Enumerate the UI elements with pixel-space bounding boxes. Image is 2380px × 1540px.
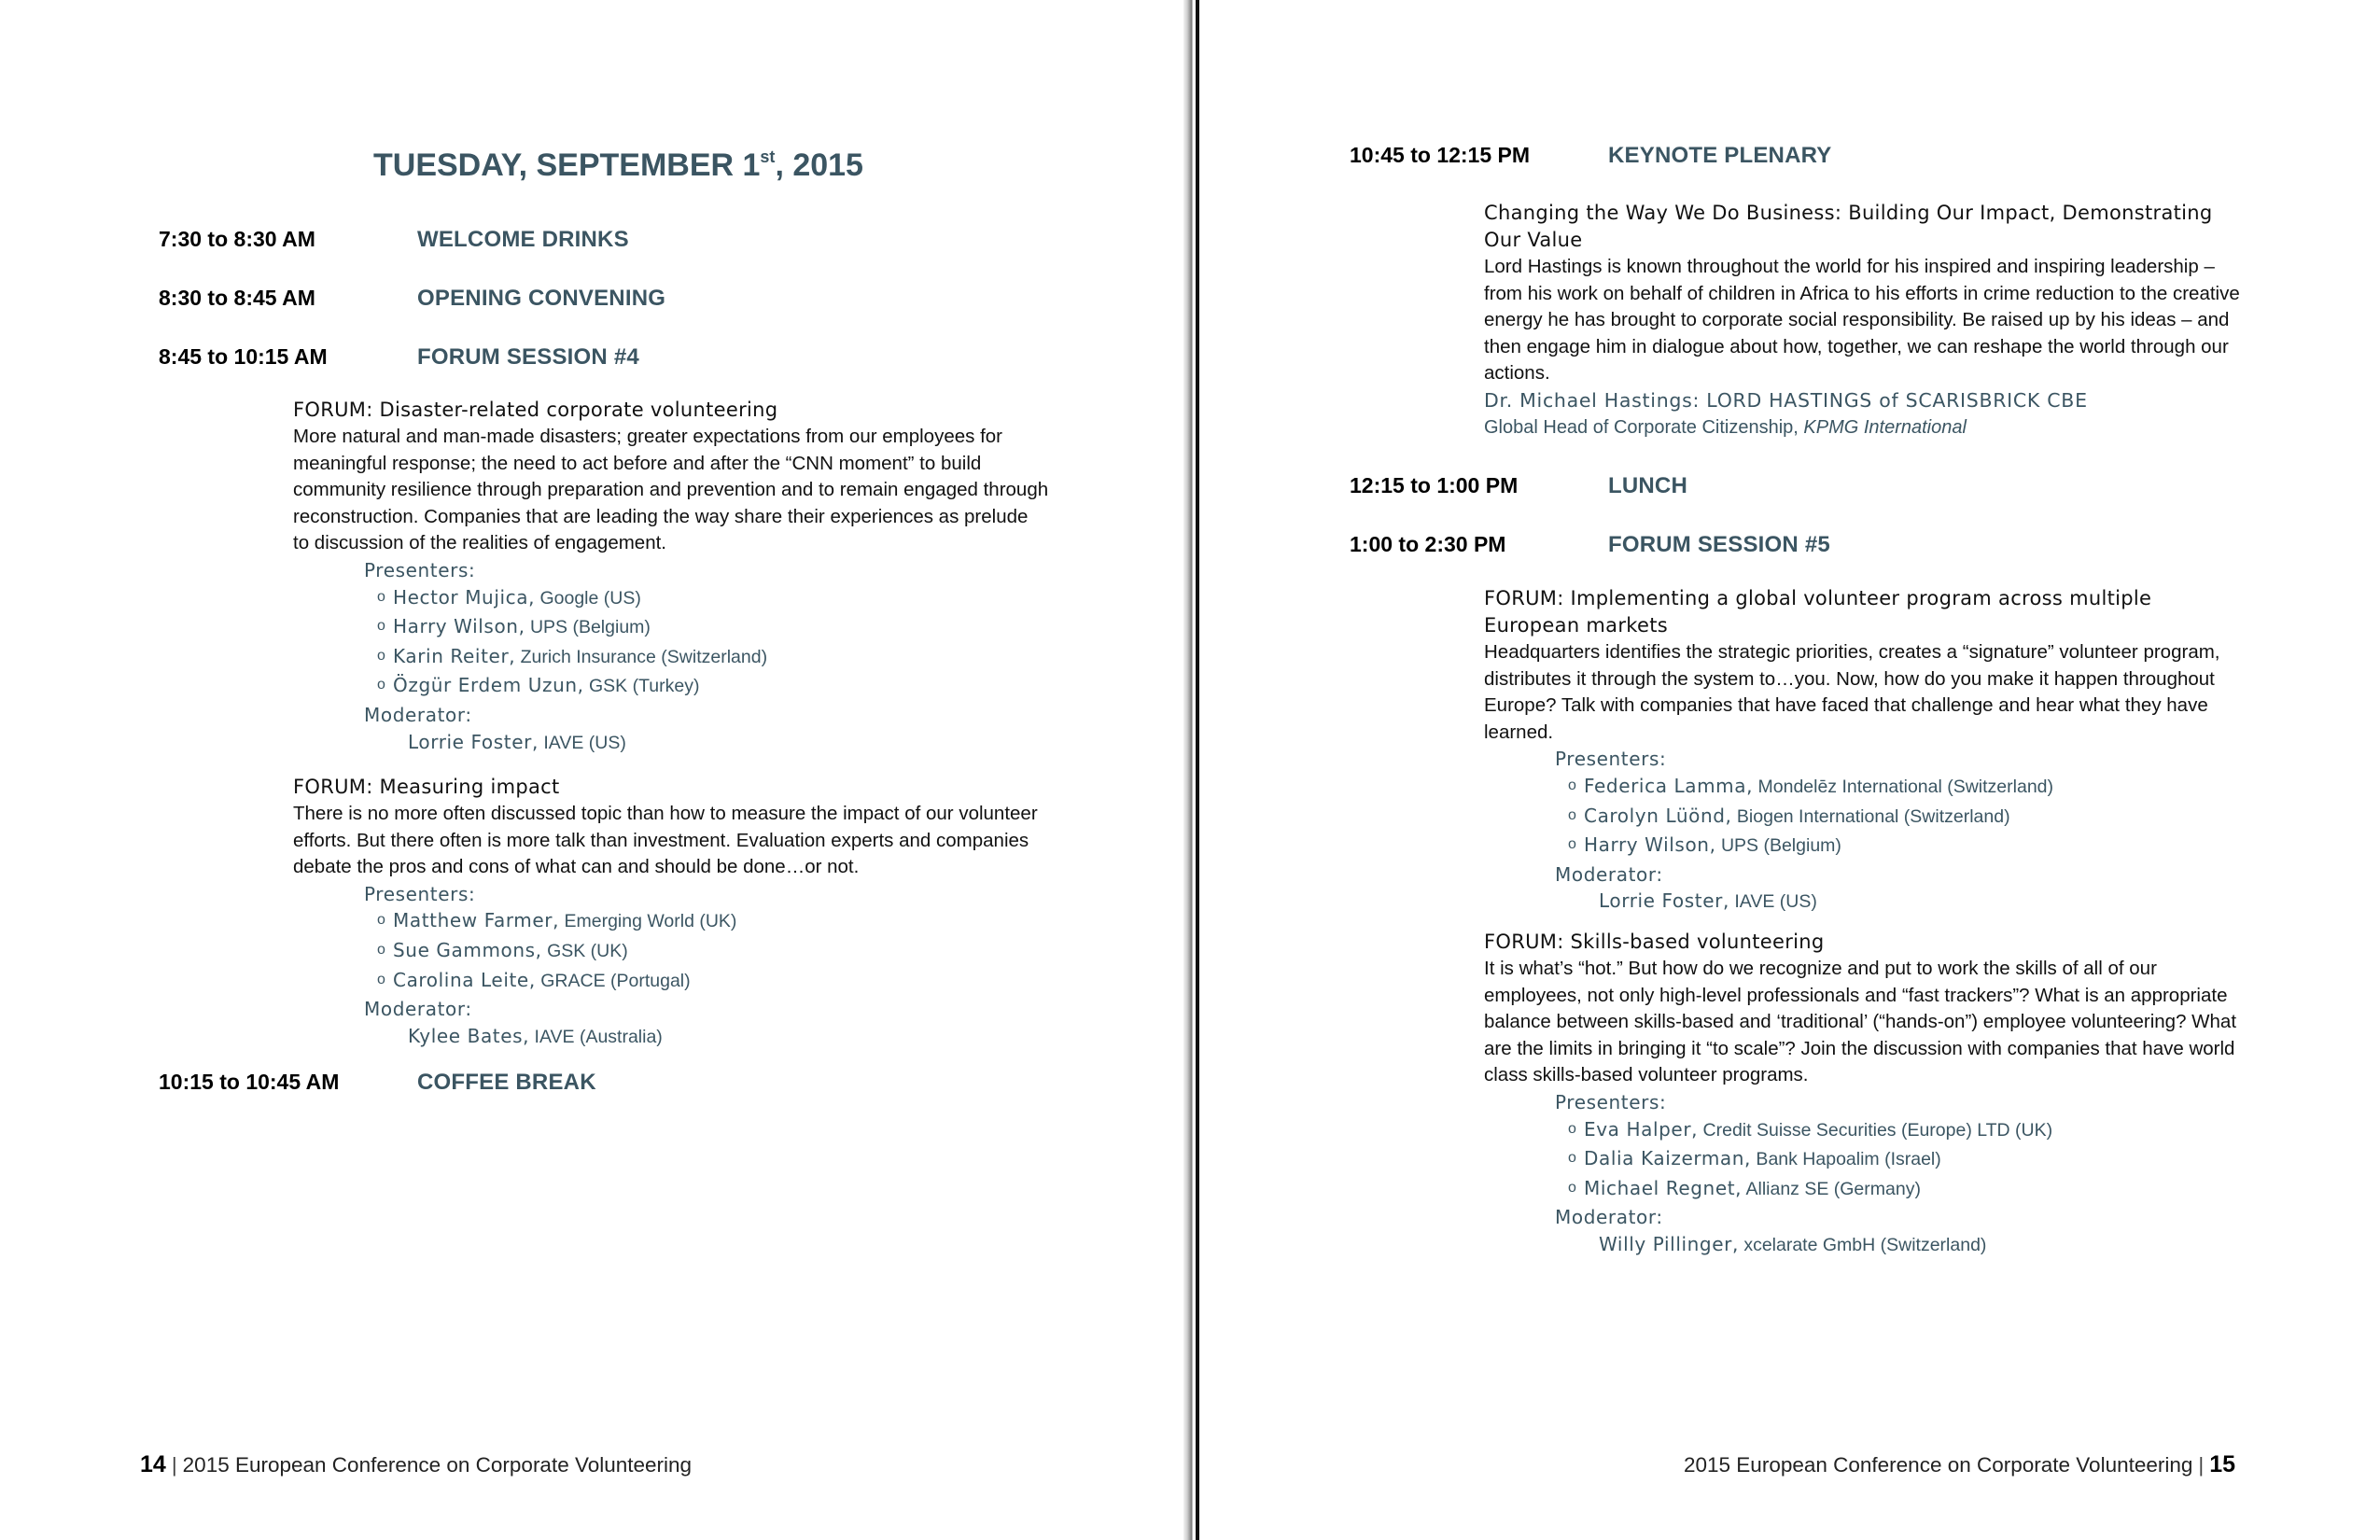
presenter-item: o Matthew Farmer, Emerging World (UK): [293, 907, 1049, 937]
presenter-item: o Sue Gammons, GSK (UK): [293, 937, 1049, 967]
bullet-icon: o: [377, 588, 385, 605]
session-title: COFFEE BREAK: [417, 1070, 596, 1095]
bullet-icon: o: [377, 677, 385, 693]
presenters-list: [293, 907, 1049, 996]
day-title: TUESDAY, SEPTEMBER 1st, 2015: [373, 147, 863, 183]
page-footer: 14 | 2015 European Conference on Corporate Volunteering: [140, 1451, 693, 1477]
keynote-block: [1484, 200, 2245, 441]
forum-description: It is what’s “hot.” But how do we recognize and put to work the skills of all of our employees, not only high-level professionals and “fast trackers”? What is an appropriate balance between skills-based and ‘traditional’ (“hands-on”) employee volunteering? What are the limits in bringing it “to scale”? Join the discussion with companies that have world class skills-based volunteer programs.: [1484, 958, 2237, 1086]
forum-block-disaster: [293, 397, 1049, 758]
bullet-icon: o: [377, 971, 385, 987]
moderator-label: Moderator:: [1555, 862, 1663, 886]
presenter-item: o Hector Mujica, Google (US): [293, 584, 1049, 614]
session-time: 10:15 to 10:45 AM: [159, 1070, 340, 1094]
page-number: 14: [140, 1451, 166, 1477]
page-number: 15: [2209, 1451, 2236, 1477]
bullet-icon: o: [377, 618, 385, 635]
moderator: Lorrie Foster, IAVE (US): [1599, 889, 1817, 913]
bullet-icon: o: [377, 647, 385, 664]
keynote-description: Lord Hastings is known throughout the world for his inspired and inspiring leadership – from his work on behalf of children in Africa to his efforts in crime reduction to the creative energy he has brought to corporate social responsibility. Be raised up by his ideas – and then engage him in dialogue about how, together, we can reshape the world through our actions.: [1484, 256, 2240, 385]
moderator-label: Moderator:: [364, 998, 472, 1021]
session-title: WELCOME DRINKS: [417, 227, 629, 252]
presenter-item: o Harry Wilson, UPS (Belgium): [293, 613, 1049, 643]
forum-description: More natural and man-made disasters; greater expectations from our employees for meaningful response; the need to act before and after the “CNN moment” to build community resilience through preparation and prevention and to remain engaged through reconstruction. Companies that are leading the way share their experiences as prelude to discussion of the realities of engagement.: [293, 426, 1049, 554]
moderator-label: Moderator:: [364, 703, 472, 726]
presenter-item: o Eva Halper, Credit Suisse Securities (Europe) LTD (UK): [1484, 1116, 2245, 1146]
forum-description: There is no more often discussed topic than how to measure the impact of our volunteer efforts. But there often is more talk than investment. Evaluation experts and companies debate the pros and cons of what can and should be done…or not.: [293, 803, 1038, 878]
moderator: Kylee Bates, IAVE (Australia): [408, 1024, 663, 1047]
forum-title: FORUM: Implementing a global volunteer program across multiple European markets: [1484, 587, 2152, 637]
bullet-icon: o: [1568, 1150, 1576, 1167]
session-time: 1:00 to 2:30 PM: [1350, 532, 1506, 556]
moderator: Willy Pillinger, xcelarate GmbH (Switzerland): [1599, 1232, 1987, 1255]
bullet-icon: o: [1568, 806, 1576, 823]
bullet-icon: o: [1568, 1120, 1576, 1137]
session-title: FORUM SESSION #4: [417, 344, 639, 370]
session-time: 10:45 to 12:15 PM: [1350, 143, 1531, 167]
session-title: KEYNOTE PLENARY: [1608, 143, 1832, 168]
footer-title: 2015 European Conference on Corporate Volunteering: [1684, 1453, 2193, 1477]
page-footer: 2015 European Conference on Corporate Volunteering | 15: [1684, 1451, 2236, 1477]
presenter-item: o Michael Regnet, Allianz SE (Germany): [1484, 1175, 2245, 1205]
forum-description: Headquarters identifies the strategic priorities, creates a “signature” volunteer program, distributes it through the system to…you. Now, how do you make it happen throughout Europe? Talk with companies that have faced that challenge and hear what they have learned.: [1484, 641, 2220, 743]
forum-title: FORUM: Skills-based volunteering: [1484, 931, 1825, 953]
presenter-item: o Harry Wilson, UPS (Belgium): [1484, 832, 2245, 861]
session-title: OPENING CONVENING: [417, 286, 666, 311]
keynote-speaker-name: Dr. Michael Hastings: LORD HASTINGS of SCARISBRICK CBE: [1484, 388, 2088, 412]
presenter-item: o Özgür Erdem Uzun, GSK (Turkey): [293, 672, 1049, 702]
bullet-icon: o: [377, 912, 385, 929]
moderator: Lorrie Foster, IAVE (US): [408, 730, 626, 753]
keynote-title: Changing the Way We Do Business: Building Our Impact, Demonstrating Our Value: [1484, 202, 2213, 251]
presenters-label: Presenters:: [364, 558, 476, 581]
footer-title: 2015 European Conference on Corporate Volunteering: [182, 1453, 693, 1477]
presenters-list: [1484, 1116, 2245, 1205]
keynote-speaker-role: Global Head of Corporate Citizenship, KPMG International: [1484, 416, 1967, 438]
forum-block-global-program: [1484, 585, 2245, 917]
left-page: [0, 0, 1183, 1540]
forum-block-skills-based: [1484, 929, 2245, 1261]
presenter-item: o Carolina Leite, GRACE (Portugal): [293, 967, 1049, 997]
session-time: 8:45 to 10:15 AM: [159, 344, 328, 369]
presenter-item: o Carolyn Lüönd, Biogen International (Switzerland): [1484, 803, 2245, 833]
forum-title: FORUM: Measuring impact: [293, 776, 560, 798]
bullet-icon: o: [1568, 1179, 1576, 1196]
book-gutter: [1183, 0, 1202, 1540]
session-title: FORUM SESSION #5: [1608, 532, 1830, 557]
forum-block-measuring: [293, 774, 1049, 1052]
session-time: 8:30 to 8:45 AM: [159, 286, 315, 310]
presenters-label: Presenters:: [1555, 1090, 1667, 1113]
presenters-list: [1484, 773, 2245, 861]
moderator-label: Moderator:: [1555, 1206, 1663, 1229]
presenters-list: [293, 584, 1049, 702]
presenter-item: o Dalia Kaizerman, Bank Hapoalim (Israel): [1484, 1145, 2245, 1175]
presenter-item: o Federica Lamma, Mondelēz International (Switzerland): [1484, 773, 2245, 803]
bullet-icon: o: [377, 941, 385, 958]
forum-title: FORUM: Disaster-related corporate volunteering: [293, 399, 778, 421]
presenters-label: Presenters:: [364, 882, 476, 905]
bullet-icon: o: [1568, 836, 1576, 853]
right-page: [1202, 0, 2380, 1540]
presenters-label: Presenters:: [1555, 748, 1667, 771]
session-title: LUNCH: [1608, 473, 1687, 498]
bullet-icon: o: [1568, 777, 1576, 793]
session-time: 7:30 to 8:30 AM: [159, 227, 315, 251]
presenter-item: o Karin Reiter, Zurich Insurance (Switzerland): [293, 643, 1049, 673]
session-time: 12:15 to 1:00 PM: [1350, 473, 1519, 497]
